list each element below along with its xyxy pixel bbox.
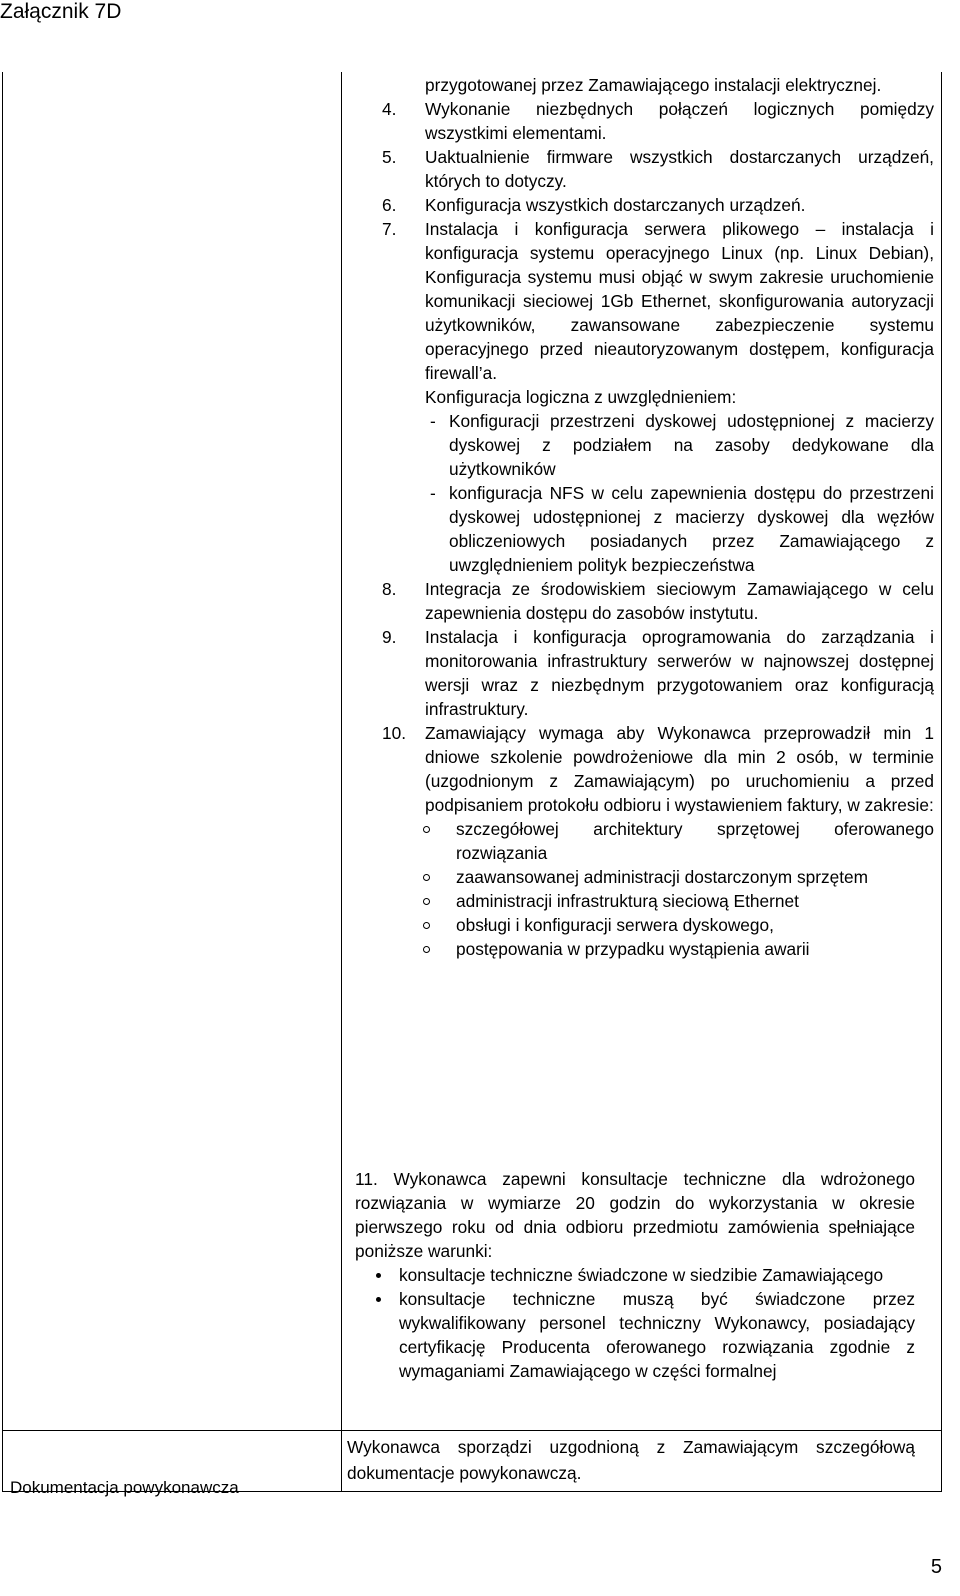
table-row-divider (2, 1430, 942, 1431)
list-number: 6. (382, 195, 397, 215)
list-number: 8. (382, 579, 397, 599)
circle-bullet-icon (419, 913, 456, 937)
list-item-text: Wykonanie niezbędnych połączeń logicznych pomiędzy wszystkimi elementami. (425, 99, 934, 143)
list-number: 7. (382, 219, 397, 239)
consultation-bullet: konsultacje techniczne muszą być świadczone przez wykwalifikowany personel techniczny Wykonawcy, posiadający certyfikację Producenta oferowanego rozwiązania zgodnie z wymaganiami Zamawiającego w części formalnej (375, 1287, 915, 1383)
list-item (382, 145, 934, 193)
list-number: 9. (382, 627, 397, 647)
circle-bullet-icon (419, 865, 456, 889)
training-topic: postępowania w przypadku wystąpienia awarii (419, 937, 934, 961)
list-continuation-text: przygotowanej przez Zamawiającego instalacji elektrycznej. (425, 75, 882, 95)
table-border-middle (341, 72, 342, 1492)
dash-list-item: - konfiguracja NFS w celu zapewnienia dostępu do przestrzeni dyskowej udostępnionej z macierzy dyskowej dla węzłów obliczeniowych posiadanych przez Zamawiającego z uwzględnieniem polityk bezpieczeństwa (430, 483, 934, 575)
circle-bullet-icon (419, 889, 456, 913)
page-number: 5 (930, 1556, 942, 1578)
documentation-cell (347, 1434, 915, 1486)
dash-marker: - (430, 483, 436, 503)
list-number: 5. (382, 147, 397, 167)
table-border-left (2, 72, 3, 1492)
list-item-text: Konfiguracja wszystkich dostarczanych urządzeń. (425, 195, 806, 215)
training-topic: obsługi i konfiguracji serwera dyskowego, (419, 913, 934, 937)
logical-config-intro: Konfiguracja logiczna z uwzględnieniem: (425, 387, 737, 407)
list-item-text: Instalacja i konfiguracja serwera plikowego – instalacja i konfiguracja systemu operacyjnego Linux (np. Linux Debian), Konfiguracja systemu musi objąć w swym zakresie uruchomienie komunikacji sieciowej 1Gb Ethernet, skonfigurowania autoryzacji użytkowników, zawansowane zabezpieczenie systemu operacyjnego przed nieautoryzowanym dostępem, konfiguracja firewall’a. (425, 219, 934, 383)
list-number: 4. (382, 99, 397, 119)
list-item (382, 625, 934, 721)
circle-bullet-icon (419, 817, 456, 865)
list-item (382, 577, 934, 625)
list-item-text: Uaktualnienie firmware wszystkich dostarczanych urządzeń, których to dotyczy. (425, 147, 934, 191)
training-topic: szczegółowej architektury sprzętowej oferowanego rozwiązania (419, 817, 934, 865)
row-label-documentation: Dokumentacja powykonawcza (10, 1478, 239, 1497)
list-number: 10. (382, 723, 407, 743)
table-border-right (941, 72, 942, 1492)
bullet-icon (375, 1263, 399, 1287)
consultation-text: 11. Wykonawca zapewni konsultacje techniczne dla wdrożonego rozwiązania w wymiarze 20 godzin do wykorzystania w okresie pierwszego roku od dnia odbioru przedmiotu zamówienia spełniające poniższe warunki: (355, 1169, 915, 1261)
list-item (382, 97, 934, 145)
consultation-bullet: konsultacje techniczne świadczone w siedzibie Zamawiającego (375, 1263, 915, 1287)
training-topic: administracji infrastrukturą sieciową Ethernet (419, 889, 934, 913)
consultation-section (355, 1167, 915, 1383)
list-item-text: Integracja ze środowiskiem sieciowym Zamawiającego w celu zapewnienia dostępu do zasobów instytutu. (425, 579, 934, 623)
training-topic: zaawansowanej administracji dostarczonym sprzętem (419, 865, 934, 889)
installation-scope-list (382, 73, 934, 961)
dash-list-item: - Konfiguracji przestrzeni dyskowej udostępnionej z macierzy dyskowej z podziałem na zasoby dedykowane dla użytkowników (430, 411, 934, 479)
document-header-title: Załącznik 7D (0, 0, 122, 23)
circle-bullet-icon (419, 937, 456, 961)
list-item (382, 193, 934, 217)
list-item (382, 721, 934, 817)
list-item-text: Instalacja i konfiguracja oprogramowania do zarządzania i monitorowania infrastruktury serwerów w najnowszej dostępnej wersji wraz z niezbędnym przygotowaniem oraz konfiguracją infrastruktury. (425, 627, 934, 719)
documentation-text: Wykonawca sporządzi uzgodnioną z Zamawiającym szczegółową dokumentacje powykonawczą. (347, 1437, 915, 1483)
list-item-text: Zamawiający wymaga aby Wykonawca przeprowadził min 1 dniowe szkolenie powdrożeniowe dla min 2 osób, w terminie (uzgodnionym z Zamawiającym) po uruchomieniu a przed podpisaniem protokołu odbioru i wystawieniem faktury, w zakresie: (425, 723, 934, 815)
dash-marker: - (430, 411, 436, 431)
bullet-icon (375, 1287, 399, 1383)
list-item (382, 217, 934, 577)
list-item (382, 73, 934, 97)
